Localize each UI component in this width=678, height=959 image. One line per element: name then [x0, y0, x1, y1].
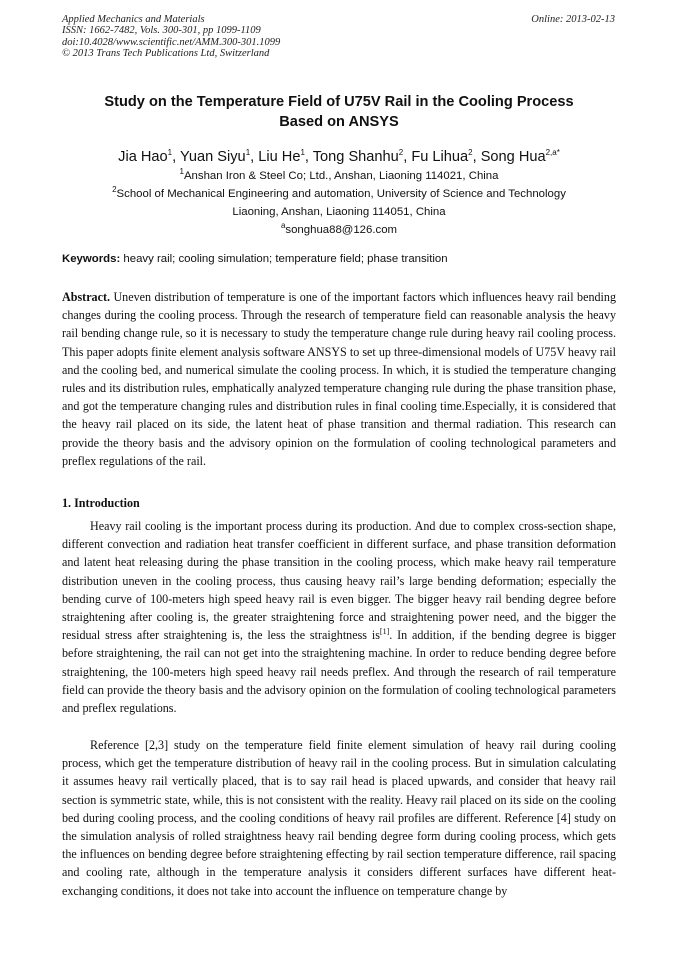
author-email: $^a$songhua88@126.com — [280, 221, 398, 236]
author-list — [40, 148, 638, 166]
section-heading: 1. Introduction — [62, 496, 140, 510]
intro-paragraph-1: Heavy rail cooling is the important process during its production. And due to complex cross-section shape, different convection and radiation heat transfer coefficient in different surface, and phase transition deformation and latent heat releasing during the phase transition in the cooling process, which make heavy rail temperature distribution uneven in the cooling process, thus causing heavy rail’s large bending deformation; especially the bending curve of 100-meters high speed heavy rail is even bigger. The bigger heavy rail bending degree before straightening after cooling is, the greater straightening force and straightening power need, and the bigger the residual stress after straightening is, the less the straightness is[1]. In addition, if the bending degree is bigger before straightening, the rail can not get into the straightening machine. In order to reduce bending degree before straightening, the 100-meters high speed heavy rail needs preflex. And through the research of rail temperature field can provide the theory basis and the advisory opinion on the formulation of cooling technological parameters and preflex regulations. — [62, 519, 616, 716]
journal-name: Applied Mechanics and Materials — [62, 14, 205, 25]
abstract-text: Uneven distribution of temperature is one of the important factors which influences heavy rail bending changes during the cooling process. Through the research of temperature field can reasonable analysis the heavy rail bending change rule, so it is necessary to study the temperature change rule during heavy rail cooling process. This paper adopts finite element analysis software ANSYS to set up three-dimensional models of U75V heavy rail and the cooling bed, and numerical simulate the cooling process. In which, it is studied the temperature changing rules and its distribution rules, emphatically analyzed temperature changing rule during the phase transition phase, and got the temperature changing rules and distribution rules in final cooling time.Especially, it is considered that the heavy rail placed on its side, the latent heat of phase transition and thermal radiation. This research can provide the theory basis and the advisory opinion on the formulation of cooling technological parameters and preflex regulations of the rail. — [62, 290, 616, 468]
copyright-line: © 2013 Trans Tech Publications Ltd, Switzerland — [62, 48, 270, 60]
paper-title — [60, 92, 618, 132]
doi-line: doi:10.4028/www.scientific.net/AMM.300-301.1099 — [62, 36, 281, 48]
author: Yuan Siyu$^1$, — [179, 148, 259, 165]
affiliation-1: $^1$Anshan Iron & Steel Co; Ltd., Anshan, Liaoning 114021, China — [179, 167, 499, 182]
author: Tong Shanhu$^2$, — [312, 148, 412, 165]
affiliation-2: $^2$School of Mechanical Engineering and automation, University of Science and Technology — [112, 185, 566, 200]
intro-paragraph-2: Reference [2,3] study on the temperature field finite element simulation of heavy rail during cooling process, which get the temperature distribution of heavy rail in the cooling process. But in simulation calculating it assumes heavy rail vertically placed, that is to say rail head is placed upwards, and consider that heavy rail section is symmetric state, while, this is not consistent with the reality. Heavy rail placed on its side on the cooling bed during cooling process, and the cooling conditions of heavy rail profiles are different. Reference [4] study on the simulation analysis of rolled straightness heavy rail bending degree form during cooling process, which gets the influences on bending degree before straightening effecting by rail section temperature difference, rail spacing and cooling rate, although in the temperature analysis it considers different surfaces have different heat-exchanging conditions, it does not take into account the influence on temperature change by — [62, 738, 616, 898]
author: Fu Lihua$^2$, — [411, 148, 481, 165]
online-date: Online: 2013-02-13 — [531, 14, 615, 25]
author: Liu He$^1$, — [258, 148, 313, 165]
keywords — [62, 252, 618, 267]
author: Jia Hao$^1$, — [118, 148, 180, 165]
author: Song Hua$^{2,a*}$ — [480, 148, 560, 165]
title-line-1: Study on the Temperature Field of U75V Rail in the Cooling Process — [104, 94, 574, 110]
abstract — [62, 288, 616, 470]
affiliation-2-cont: Liaoning, Anshan, Liaoning 114051, China — [232, 206, 446, 218]
abstract-label: Abstract. — [62, 290, 111, 304]
keywords-label: Keywords: — [62, 253, 121, 265]
keywords-text: heavy rail; cooling simulation; temperature field; phase transition — [123, 253, 448, 265]
issn-line: ISSN: 1662-7482, Vols. 300-301, pp 1099-1109 — [62, 25, 261, 37]
title-line-2: Based on ANSYS — [279, 114, 399, 130]
journal-header — [62, 14, 280, 60]
citation-ref: [1] — [379, 627, 390, 637]
